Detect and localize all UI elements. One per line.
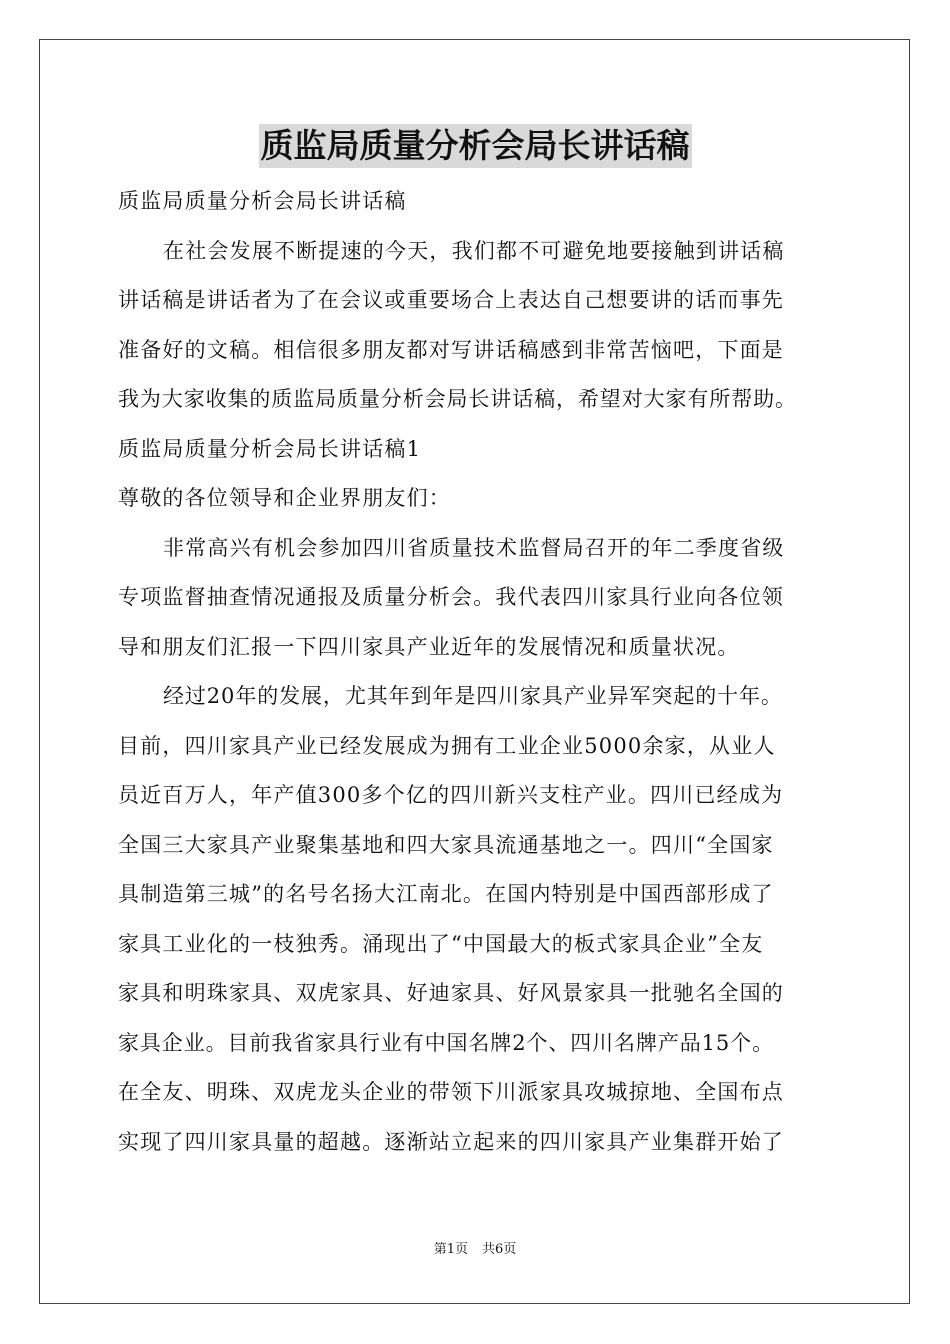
paragraph-line: 我为大家收集的质监局质量分析会局长讲话稿，希望对大家有所帮助。	[118, 387, 797, 411]
page-footer	[0, 1241, 950, 1259]
subtitle-line: 质监局质量分析会局长讲话稿	[118, 189, 407, 213]
paragraph-line: 实现了四川家具量的超越。逐渐站立起来的四川家具产业集群开始了	[118, 1129, 784, 1154]
salutation-line: 尊敬的各位领导和企业界朋友们：	[118, 486, 451, 510]
paragraph-line: 具制造第三城”的名号名扬大江南北。在国内特别是中国西部形成了	[118, 882, 774, 906]
paragraph-line: 家具工业化的一枝独秀。涌现出了“中国最大的板式家具企业”全友	[118, 931, 764, 956]
paragraph-line: 目前，四川家具产业已经发展成为拥有工业企业5000余家，从业人	[118, 733, 776, 758]
section-heading: 质监局质量分析会局长讲话稿1	[118, 436, 422, 461]
paragraph-line: 在社会发展不断提速的今天，我们都不可避免地要接触到讲话稿	[163, 238, 785, 263]
paragraph-line: 非常高兴有机会参加四川省质量技术监督局召开的年二季度省级	[163, 535, 785, 560]
paragraph-line: 员近百万人，年产值300多个亿的四川新兴支柱产业。四川已经成为	[118, 783, 784, 807]
paragraph-line: 讲话稿是讲话者为了在会议或重要场合上表达自己想要讲的话而事先	[118, 288, 784, 312]
document-title-wrapper	[0, 124, 950, 168]
page-total: 共6页	[482, 1242, 517, 1257]
document-body	[118, 177, 842, 1167]
document-title: 质监局质量分析会局长讲话稿	[259, 124, 692, 168]
paragraph-line: 准备好的文稿。相信很多朋友都对写讲话稿感到非常苦恼吧，下面是	[118, 337, 784, 362]
page-number: 第1页	[433, 1242, 468, 1257]
paragraph-line: 导和朋友们汇报一下四川家具产业近年的发展情况和质量状况。	[118, 634, 740, 659]
paragraph-line: 在全友、明珠、双虎龙头企业的带领下川派家具攻城掠地、全国布点	[118, 1080, 784, 1104]
paragraph-line: 家具企业。目前我省家具行业有中国名牌2个、四川名牌产品15个。	[118, 1030, 774, 1055]
paragraph-line: 家具和明珠家具、双虎家具、好迪家具、好风景家具一批驰名全国的	[118, 981, 784, 1005]
paragraph-line: 全国三大家具产业聚集基地和四大家具流通基地之一。四川“全国家	[118, 832, 774, 857]
paragraph-line: 专项监督抽查情况通报及质量分析会。我代表四川家具行业向各位领	[118, 585, 784, 609]
paragraph-line: 经过20年的发展，尤其年到年是四川家具产业异军突起的十年。	[163, 684, 783, 708]
